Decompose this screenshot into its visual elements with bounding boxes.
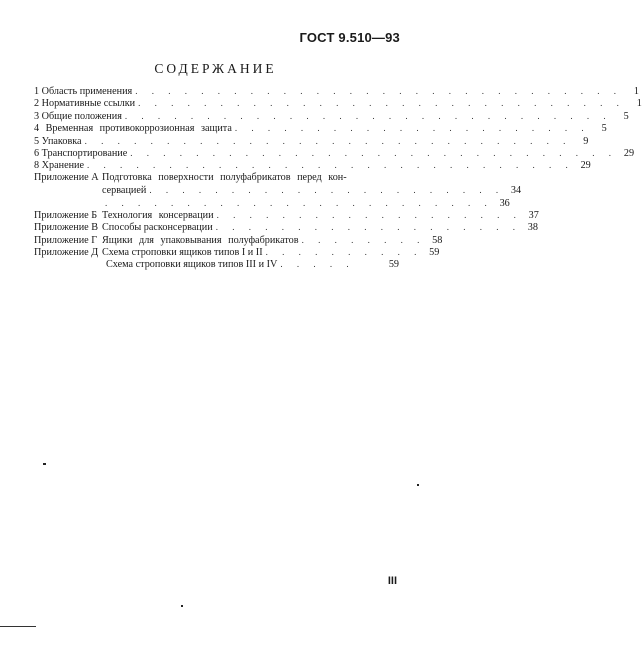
toc-entry bbox=[34, 122, 607, 135]
leader-dots: . . . . . . . . . . . . . . . . . . . bbox=[216, 209, 522, 220]
toc-entry-label: 2 Нормативные ссылки bbox=[34, 98, 136, 110]
table-of-contents bbox=[34, 85, 642, 271]
appendix-label: Приложение Б bbox=[34, 209, 98, 221]
leader-dots: . . . . . . . . . . . . . . . . . . . . . . . . . . . . . . bbox=[130, 147, 618, 158]
leader-dots: . . . . . . . . . . . . . . . . . . . . . . . . . . . . . . bbox=[138, 98, 625, 109]
scan-speck bbox=[43, 463, 46, 465]
leader-dots: . . . . . . . . . . . . . . . . . . . . . . bbox=[234, 123, 590, 134]
leader-dots: . . . . . . . . . . . . . . . . . . . . . . . . . . . . . . bbox=[84, 135, 572, 146]
page-title: СОДЕРЖАНИЕ bbox=[154, 61, 277, 76]
toc-entry-label: 6 Транспортирование bbox=[34, 147, 128, 159]
toc-entry-label: 8 Хранение bbox=[34, 160, 85, 172]
toc-entry bbox=[34, 85, 639, 97]
toc-entry bbox=[34, 159, 591, 172]
appendix-label: Приложение Д bbox=[34, 247, 99, 259]
toc-entry-page: 34 bbox=[510, 185, 522, 197]
appendix-label: Приложение В bbox=[34, 222, 99, 234]
leader-dots: . . . . . . . . . . . . . . . . . . . . . . . . . . . . . . bbox=[87, 160, 574, 171]
toc-entry-page: 38 bbox=[527, 222, 538, 234]
toc-entry-page: 36 bbox=[499, 197, 510, 209]
leader-dots: . . . . . . . . . . bbox=[265, 247, 423, 258]
toc-entry bbox=[34, 135, 589, 147]
scan-speck bbox=[181, 605, 183, 607]
leader-dots: . . . . . bbox=[280, 259, 355, 270]
toc-entry-page: 59 bbox=[429, 247, 440, 259]
appendix-title: Ящики для упаковывания полуфабрикатов bbox=[102, 234, 299, 246]
toc-entry-page: 9 bbox=[583, 135, 589, 147]
appendix-title: Подготовка поверхности полуфабрикатов перед кон- bbox=[102, 171, 347, 183]
bottom-rule bbox=[0, 626, 36, 627]
toc-entry bbox=[34, 110, 629, 122]
appendix-title-continuation: сервацией bbox=[102, 185, 147, 197]
appendix-label: Приложение А bbox=[34, 171, 99, 183]
toc-entry-page: 37 bbox=[528, 209, 539, 221]
leader-dots: . . . . . . . . . . . . . . . . . . . bbox=[215, 222, 521, 233]
toc-entry-label: 1 Область применения bbox=[34, 86, 133, 97]
toc-appendix-subentry bbox=[34, 258, 399, 270]
toc-entry bbox=[34, 97, 642, 110]
appendix-label: Приложение Г bbox=[34, 234, 98, 246]
toc-appendix-entry bbox=[34, 246, 440, 259]
scan-speck bbox=[417, 484, 419, 486]
appendix-title: Схема строповки ящиков типов III и IV bbox=[106, 259, 278, 271]
toc-entry-page: 59 bbox=[388, 259, 399, 271]
toc-entry-page: 5 bbox=[623, 110, 629, 122]
toc-appendix-continuation bbox=[34, 184, 522, 197]
leader-dots: . . . . . . . . . . . . . . . . . . . . . . bbox=[149, 185, 505, 196]
toc-entry-label: 5 Упаковка bbox=[34, 135, 82, 147]
toc-entry-page: 58 bbox=[432, 234, 443, 246]
toc-entry-label: 3 Общие положения bbox=[34, 110, 122, 122]
toc-appendix-entry bbox=[34, 209, 539, 221]
toc-entry-label: 4 Временная противокоррозионная защита bbox=[34, 123, 232, 135]
toc-entry-page: 29 bbox=[580, 160, 591, 172]
leader-dots: . . . . . . . . bbox=[301, 234, 426, 245]
toc-entry bbox=[34, 147, 635, 159]
leader-dots: . . . . . . . . . . . . . . . . . . . . . . . . . . . . . . bbox=[124, 110, 612, 121]
appendix-title: Способы расконсервации bbox=[102, 222, 213, 234]
toc-appendix-entry bbox=[34, 221, 538, 234]
document-code: ГОСТ 9.510—93 bbox=[299, 30, 400, 45]
appendix-title: Технология консервации bbox=[102, 209, 214, 221]
toc-entry-page: 5 bbox=[601, 123, 607, 135]
page-number: III bbox=[387, 575, 397, 587]
appendix-title: Схема строповки ящиков типов I и II bbox=[102, 247, 263, 259]
toc-entry-page: 29 bbox=[623, 147, 635, 159]
toc-appendix-entry bbox=[34, 172, 399, 184]
toc-appendix-entry bbox=[34, 197, 510, 209]
leader-dots: . . . . . . . . . . . . . . . . . . . . . . . . bbox=[105, 197, 493, 208]
leader-dots: . . . . . . . . . . . . . . . . . . . . . . . . . . . . . . bbox=[135, 86, 622, 96]
toc-entry-page: 1 bbox=[633, 86, 639, 97]
toc-appendix-entry bbox=[34, 234, 443, 246]
toc-entry-page: 1 bbox=[636, 98, 642, 110]
